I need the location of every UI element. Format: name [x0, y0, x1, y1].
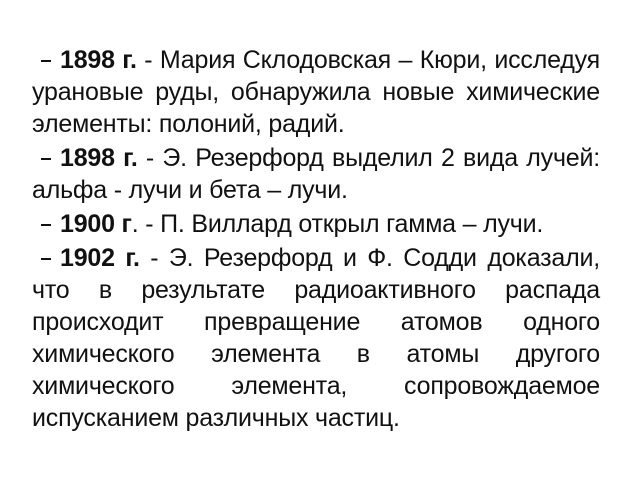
list-item — [32, 142, 600, 206]
item-text: . - П. Виллард открыл гамма – лучи. — [131, 210, 544, 238]
dash-bullet-icon — [41, 158, 51, 160]
list-item — [32, 44, 600, 140]
item-text: - Э. Резерфорд и Ф. Содди доказали, что в результате радиоактивного распада происходит превращение атомов одного химического элемента в атомы другого химического элемента, сопровождаемое испусканием различных частиц. — [32, 244, 600, 432]
item-year: 1900 г — [60, 210, 132, 238]
item-text: - Мария Склодовская – Кюри, исследуя урановые руды, обнаружила новые химические элементы: полоний, радий. — [32, 46, 600, 138]
dash-bullet-icon — [41, 258, 51, 260]
item-year: 1898 г. — [60, 46, 137, 74]
dash-bullet-icon — [41, 224, 51, 226]
list-item — [32, 208, 600, 240]
history-list — [32, 44, 600, 434]
dash-bullet-icon — [41, 60, 51, 62]
item-year: 1902 г. — [60, 244, 140, 272]
item-year: 1898 г. — [60, 144, 138, 172]
list-item — [32, 242, 600, 434]
slide-content — [32, 44, 600, 436]
item-text: - Э. Резерфорд выделил 2 вида лучей: альфа - лучи и бета – лучи. — [32, 144, 600, 204]
